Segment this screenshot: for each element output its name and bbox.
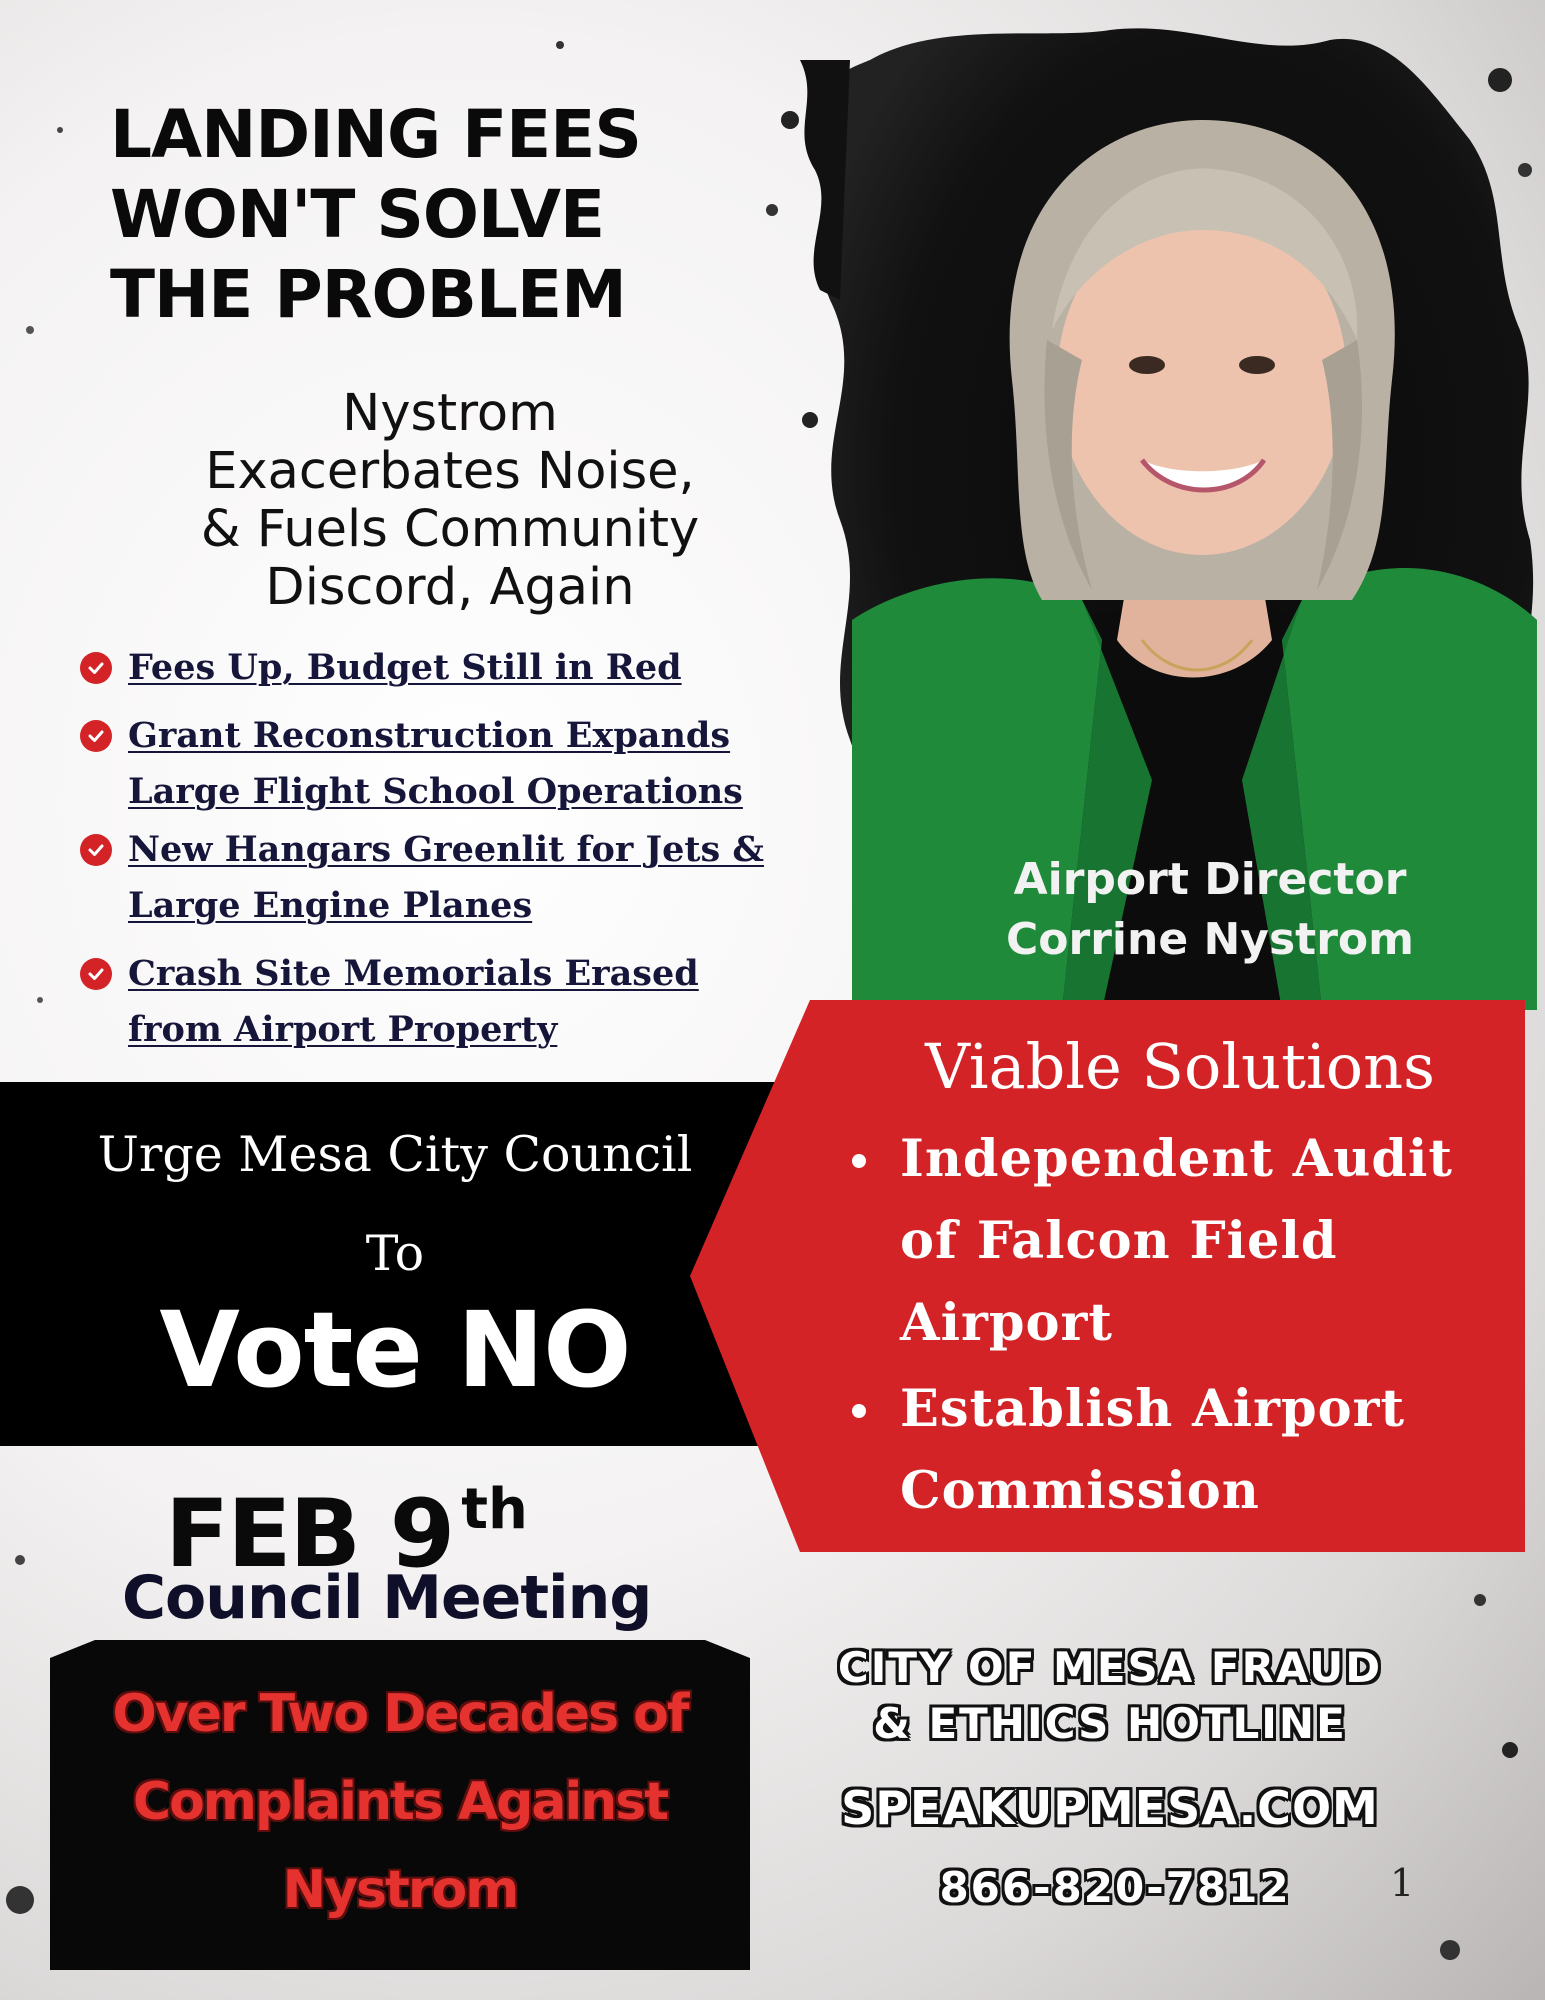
meeting-date-suffix: th [461,1477,528,1542]
headline-line: LANDING FEES [110,96,641,173]
subheadline-line: & Fuels Community [200,500,700,559]
solution-line: Airport [900,1293,1113,1353]
subheadline-line: Nystrom [342,384,558,443]
solutions-title: Viable Solutions [925,1030,1435,1103]
caption-line: Airport Director [1013,854,1407,905]
portrait-caption [960,850,1460,970]
solution-line: Commission [900,1461,1260,1521]
meeting-label: Council Meeting [122,1563,652,1633]
checklist-item-text [128,708,743,820]
urge-text: Urge Mesa City Council [97,1126,693,1183]
solution-item-text [900,1118,1500,1364]
checklist-item [80,640,682,696]
checkmark-icon [80,834,112,866]
complaints-line: Complaints Against [132,1772,668,1832]
headline [110,95,810,335]
subheadline-line: Discord, Again [265,558,635,617]
page-number: 1 [1390,1861,1415,1905]
hotline-line: & ETHICS HOTLINE [873,1699,1347,1748]
to-text: To [365,1225,425,1282]
solution-line: of Falcon Field [900,1211,1338,1271]
complaints-line: Nystrom [282,1860,518,1920]
checklist-item-text [128,640,682,696]
checkmark-icon [80,652,112,684]
checkmark-icon [80,958,112,990]
checklist-item-text [128,822,764,934]
complaints-line: Over Two Decades of [112,1684,688,1744]
checklist-line: Crash Site Memorials Erased [128,953,699,994]
hotline-title [745,1640,1475,1752]
hotline-line: CITY OF MESA FRAUD [837,1643,1383,1692]
solution-item [850,1118,1500,1364]
checklist-item [80,822,764,934]
solution-line: Establish Airport [900,1379,1406,1439]
hotline-url-link[interactable]: SPEAKUPMESA.COM [841,1781,1379,1835]
checklist-line: New Hangars Greenlit for Jets & [128,829,765,870]
checklist-line: Large Flight School Operations [128,771,743,812]
solutions-list [850,1118,1500,1536]
solution-item [850,1368,1500,1532]
subheadline-line: Exacerbates Noise, [205,442,695,501]
hotline-phone-number[interactable]: 866-820-7812 [939,1863,1291,1912]
checklist-line: from Airport Property [128,1009,558,1050]
checklist-line: Grant Reconstruction Expands [128,715,731,756]
solution-line: Independent Audit [900,1129,1453,1189]
complaints-text [50,1670,750,1934]
checklist-line: Fees Up, Budget Still in Red [128,647,682,688]
meeting-date-text: FEB 9 [165,1480,454,1589]
caption-line: Corrine Nystrom [1006,914,1414,965]
checklist-item [80,708,743,820]
checklist-item-text [128,946,699,1058]
checklist-line: Large Engine Planes [128,885,533,926]
checkmark-icon [80,720,112,752]
headline-line: THE PROBLEM [110,256,626,333]
solution-item-text [900,1368,1500,1532]
checklist-item [80,946,699,1058]
vote-no-text: Vote NO [159,1289,631,1411]
subheadline [100,385,800,617]
headline-line: WON'T SOLVE [110,176,605,253]
